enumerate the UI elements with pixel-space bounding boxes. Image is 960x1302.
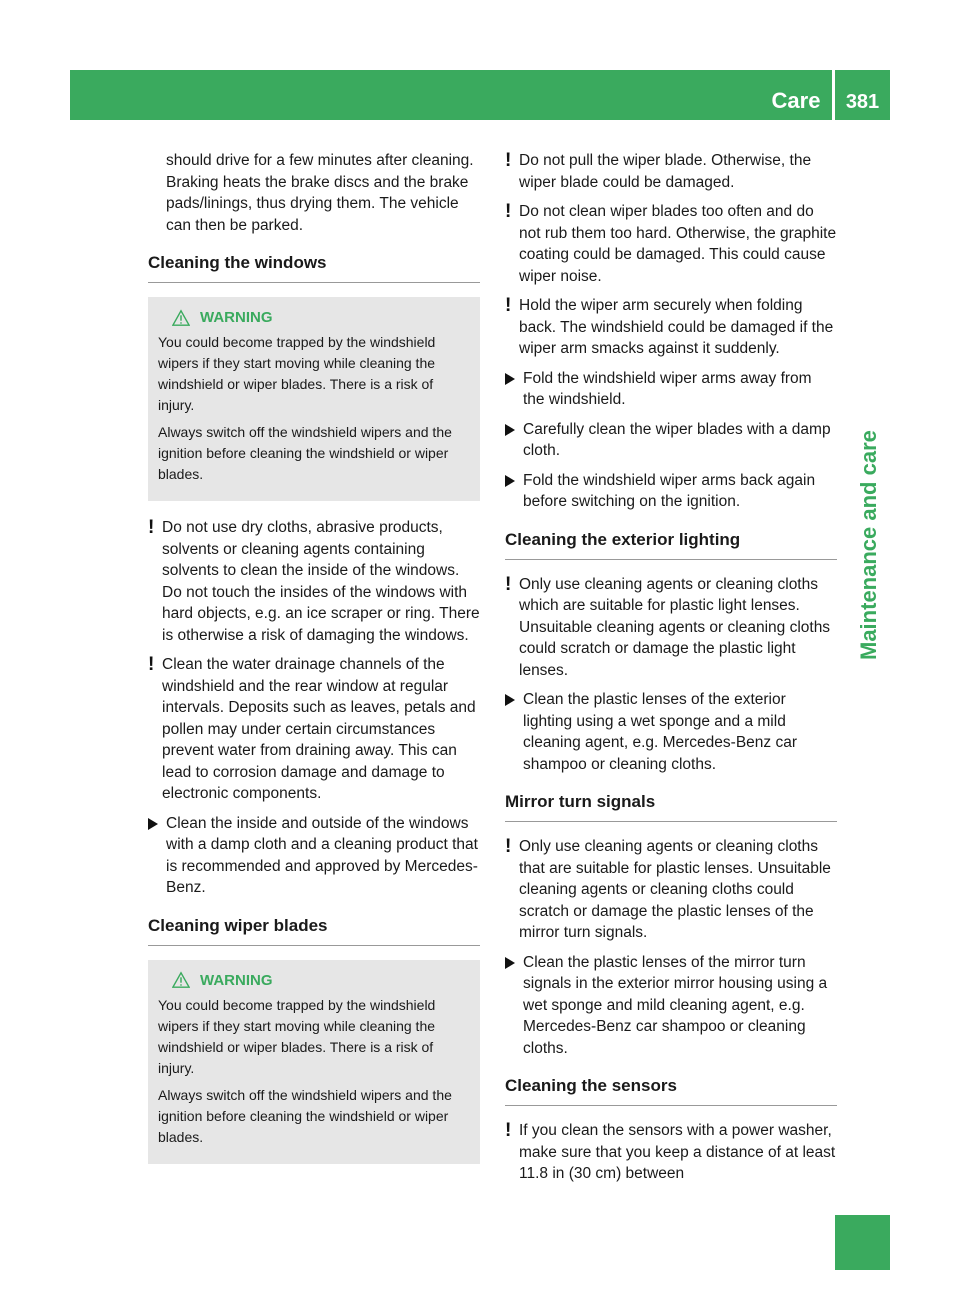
heading-cleaning-sensors: Cleaning the sensors	[505, 1075, 837, 1106]
exclamation-icon: !	[148, 654, 155, 675]
note-item	[505, 150, 837, 193]
exclamation-icon: !	[505, 573, 512, 595]
step-arrow-icon	[505, 373, 515, 385]
exclamation-icon: !	[505, 1120, 512, 1141]
step-text: Carefully clean the wiper blades with a damp cloth.	[523, 420, 831, 459]
note-item	[505, 1120, 837, 1185]
exclamation-icon: !	[505, 295, 512, 316]
heading-cleaning-wiper-blades: Cleaning wiper blades	[148, 915, 480, 946]
warning-triangle-icon	[172, 971, 190, 989]
step-text: Clean the plastic lenses of the mirror turn signals in the exterior mirror housing using a wet sponge and mild cleaning agent, e.g. Mercedes-Benz car shampoo or cleaning cloths.	[523, 953, 828, 1057]
note-item	[505, 295, 837, 360]
step-arrow-icon	[505, 475, 515, 487]
note-text: Do not pull the wiper blade. Otherwise, the wiper blade could be damaged.	[519, 152, 812, 191]
step-text: Fold the windshield wiper arms back again before switching on the ignition.	[523, 471, 816, 510]
step-item	[505, 952, 837, 1060]
step-arrow-icon	[505, 694, 515, 706]
chapter-tab-label: Maintenance and care	[856, 430, 881, 660]
warning-text: You could become trapped by the windshield wipers if they start moving while cleaning the windshield or wiper blades. There is a risk of injury.	[158, 996, 436, 1076]
right-column	[505, 150, 837, 1193]
note-text: Only use cleaning agents or cleaning cloths which are suitable for plastic light lenses. Unsuitable cleaning agents or cleaning cloths could scratch or damage the plastic light lenses.	[519, 575, 831, 679]
warning-text: Always switch off the windshield wipers and the ignition before cleaning the windshield or wiper blades.	[158, 424, 452, 482]
left-column	[148, 150, 480, 1180]
warning-text: You could become trapped by the windshield wipers if they start moving while cleaning the windshield or wiper blades. There is a risk of injury.	[158, 334, 436, 413]
heading-cleaning-exterior-lighting: Cleaning the exterior lighting	[505, 529, 837, 560]
step-text: Clean the plastic lenses of the exterior lighting using a wet sponge and a mild cleaning agent, e.g. Mercedes-Benz car shampoo or cleaning cloths.	[523, 691, 797, 773]
section-title: Care	[771, 88, 821, 113]
note-item	[505, 574, 837, 682]
note-text: Clean the water drainage channels of the windshield and the rear window at regular intervals. Deposits such as leaves, petals and pollen may under certain circumstances prevent water from draining away. This can lead to corrosion damage and damage to electronic components.	[162, 656, 476, 802]
note-text: If you clean the sensors with a power washer, make sure that you keep a distance of at least 11.8 in (30 cm) between	[519, 1122, 836, 1182]
note-text: Do not clean wiper blades too often and do not rub them too hard. Otherwise, the graphite coating could be damaged. This could cause wiper noise.	[519, 203, 837, 285]
heading-mirror-turn-signals: Mirror turn signals	[505, 791, 837, 822]
warning-title: WARNING	[200, 971, 273, 989]
note-item	[148, 517, 480, 646]
note-item	[148, 654, 480, 805]
step-arrow-icon	[148, 818, 158, 830]
warning-text: Always switch off the windshield wipers and the ignition before cleaning the windshield or wiper blades.	[158, 1086, 452, 1145]
page-number: 381	[845, 91, 880, 113]
step-item	[505, 470, 837, 513]
warning-box-wipers	[148, 960, 480, 1164]
note-text: Do not use dry cloths, abrasive products, solvents or cleaning agents containing solvents to clean the inside of the windows. Do not touch the insides of the windows with hard objects, e.g. an ice scraper or ring. There is otherwise a risk of damaging the windows.	[162, 519, 480, 644]
note-item	[505, 836, 837, 944]
chapter-marker	[835, 1215, 890, 1270]
exclamation-icon: !	[505, 201, 512, 222]
step-item	[505, 419, 837, 462]
warning-header	[158, 970, 470, 991]
note-item	[505, 201, 837, 287]
exclamation-icon: !	[505, 836, 512, 857]
note-text: Only use cleaning agents or cleaning cloths that are suitable for plastic lenses. Unsuitable cleaning agents or cleaning cloths could scratch or damage the plastic lenses of the mirror turn signals.	[519, 838, 831, 941]
step-item	[148, 813, 480, 899]
exclamation-icon: !	[505, 150, 512, 171]
step-arrow-icon	[505, 957, 515, 969]
step-text: Fold the windshield wiper arms away from the windshield.	[523, 369, 812, 408]
exclamation-icon: !	[148, 517, 155, 538]
warning-title: WARNING	[200, 309, 273, 326]
note-text: Hold the wiper arm securely when folding back. The windshield could be damaged if the wiper arm smacks against it suddenly.	[519, 297, 834, 357]
step-text: Clean the inside and outside of the windows with a damp cloth and a cleaning product that is recommended and approved by Mercedes-Benz.	[166, 814, 478, 896]
warning-box-windows	[148, 297, 480, 501]
warning-triangle-icon	[172, 309, 190, 327]
step-arrow-icon	[505, 424, 515, 436]
heading-cleaning-windows: Cleaning the windows	[148, 252, 480, 283]
intro-paragraph: should drive for a few minutes after cleaning. Braking heats the brake discs and the brake pads/linings, thus drying them. The vehicle can then be parked.	[166, 152, 474, 234]
warning-header	[158, 307, 470, 328]
step-item	[505, 368, 837, 411]
step-item	[505, 689, 837, 775]
